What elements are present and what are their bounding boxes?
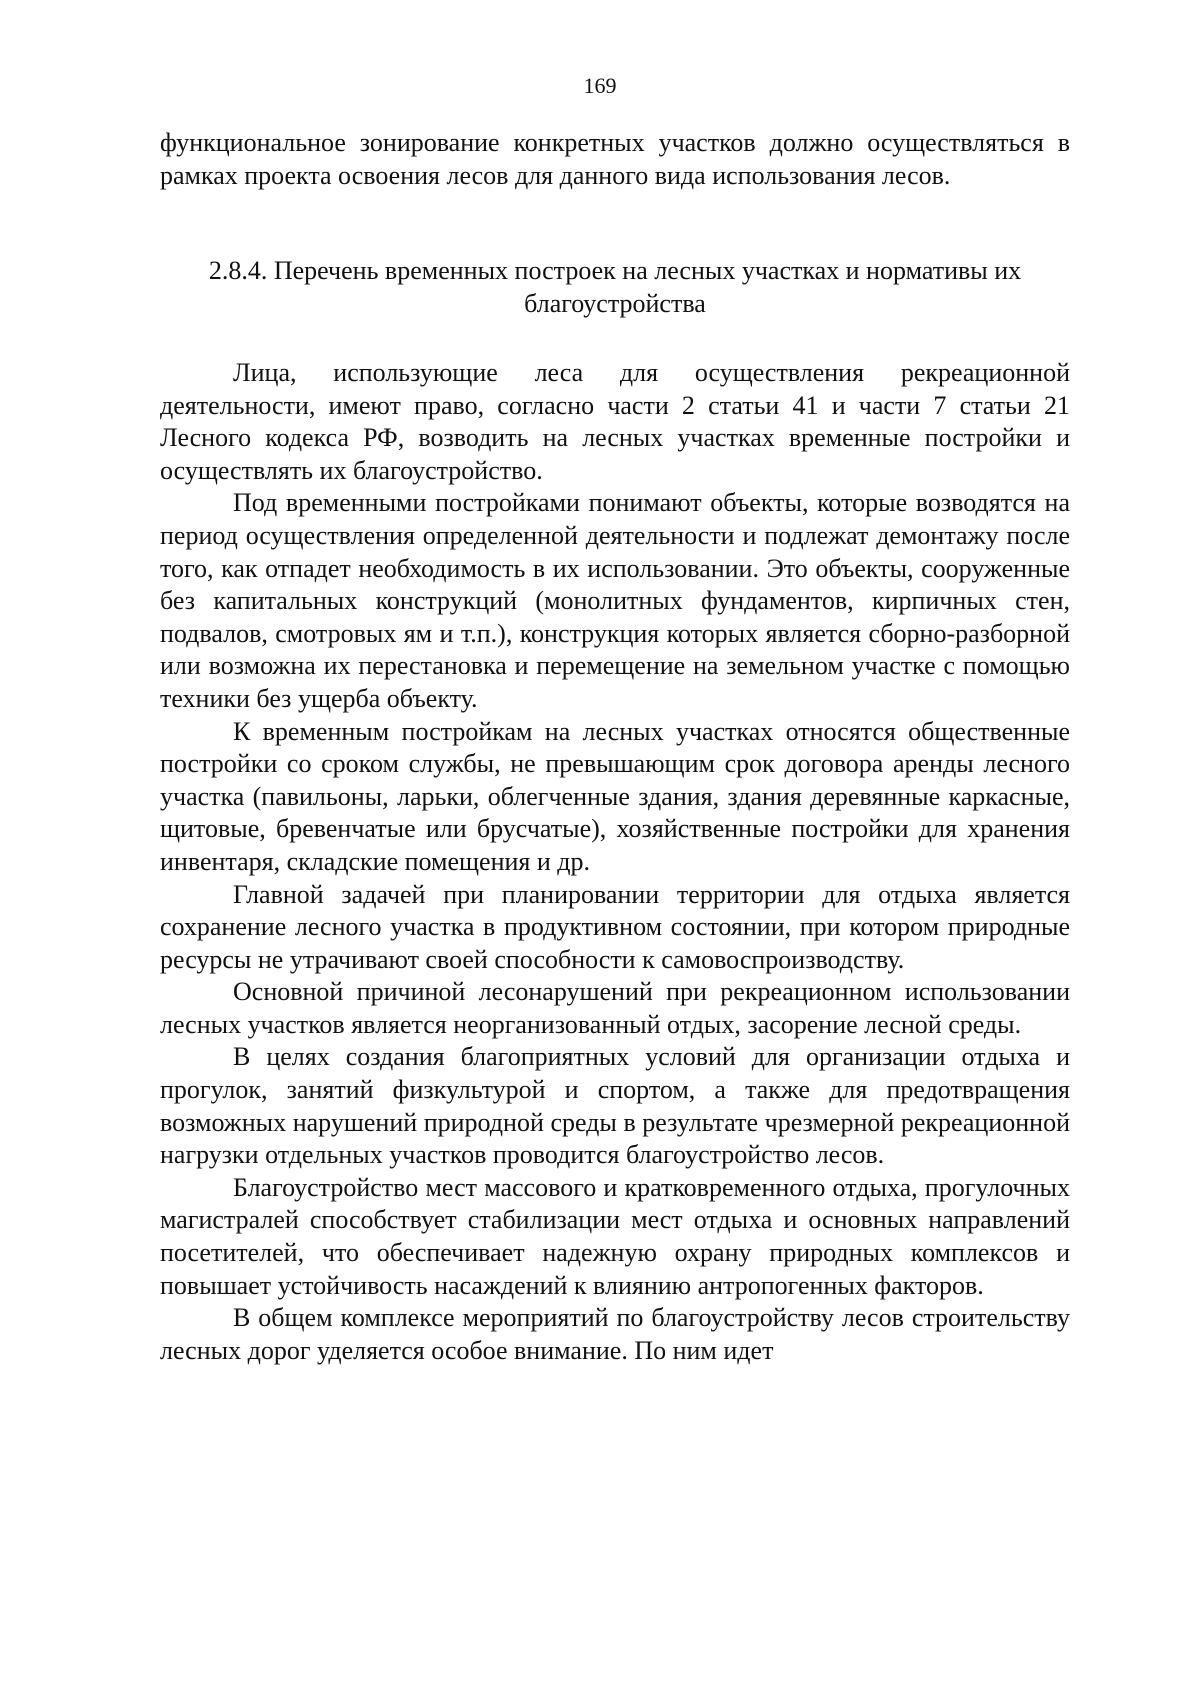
continuation-text-block: [160, 127, 1070, 192]
paragraph-6: В целях создания благоприятных условий для организации отдыха и прогулок, занятий физкультурой и спортом, а также для предотвращения возможных нарушений природной среды в результате чрезмерной рекреационной нагрузки отдельных участков проводится благоустройство лесов.: [160, 1042, 1070, 1170]
paragraph-7: Благоустройство мест массового и кратковременного отдыха, прогулочных магистралей способствует стабилизации мест отдыха и основных направлений посетителей, что обеспечивает надежную охрану природных комплексов и повышает устойчивость насаждений к влиянию антропогенных факторов.: [160, 1172, 1070, 1300]
section-heading: [160, 255, 1070, 320]
section-heading-line-2: благоустройства: [524, 288, 706, 318]
section-heading-line-1: 2.8.4. Перечень временных построек на лесных участках и нормативы их: [208, 256, 1022, 285]
page-number: 169: [583, 73, 617, 98]
continuation-paragraph: функциональное зонирование конкретных участков должно осуществляться в рамках проекта освоения лесов для данного вида использования лесов.: [160, 128, 1070, 190]
body-text: [160, 357, 1070, 1367]
paragraph-5: Основной причиной лесонарушений при рекреационном использовании лесных участков является неорганизованный отдых, засорение лесной среды.: [160, 977, 1070, 1039]
paragraph-4: Главной задачей при планировании территории для отдыха является сохранение лесного участка в продуктивном состоянии, при котором природные ресурсы не утрачивают своей способности к самовоспроизводству.: [160, 879, 1070, 974]
paragraph-1: Лица, использующие леса для осуществления рекреационной деятельности, имеют право, согласно части 2 статьи 41 и части 7 статьи 21 Лесного кодекса РФ, возводить на лесных участках временные постройки и осуществлять их благоустройство.: [160, 358, 1070, 485]
paragraph-3: К временным постройкам на лесных участках относятся общественные постройки со сроком службы, не превышающим срок договора аренды лесного участка (павильоны, ларьки, облегченные здания, здания деревянные каркасные, щитовые, бревенчатые или брусчатые), хозяйственные постройки для хранения инвентаря, складские помещения и др.: [160, 716, 1070, 876]
paragraph-2: Под временными постройками понимают объекты, которые возводятся на период осуществления определенной деятельности и подлежат демонтажу после того, как отпадет необходимость в их использовании. Это объекты, сооруженные без капитальных конструкций (монолитных фундаментов, кирпичных стен, подвалов, смотровых ям и т.п.), конструкция которых является сборно-разборной или возможна их перестановка и перемещение на земельном участке с помощью техники без ущерба объекту.: [160, 488, 1070, 713]
paragraph-8: В общем комплексе мероприятий по благоустройству лесов строительству лесных дорог уделяется особое внимание. По ним идет: [160, 1303, 1070, 1365]
